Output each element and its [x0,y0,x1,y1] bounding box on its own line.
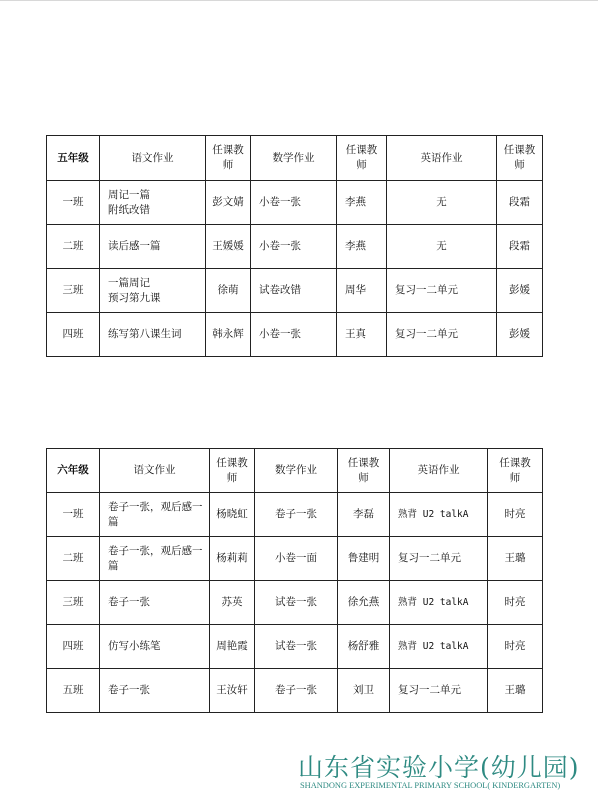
class-name: 一班 [47,181,100,225]
chinese-teacher: 彭文婧 [206,181,251,225]
math-homework: 试卷一张 [255,581,338,625]
english-teacher: 段霜 [497,181,543,225]
chinese-teacher: 周艳霞 [210,625,255,669]
english-teacher: 时亮 [488,581,543,625]
table-header-row [47,136,543,181]
table-row [47,669,543,713]
chinese-homework: 读后感一篇 [100,225,206,269]
chinese-teacher: 王媛媛 [206,225,251,269]
math-homework: 小卷一张 [251,313,337,357]
math-teacher-header: 任课教 师 [338,449,390,493]
table-row [47,269,543,313]
table-row [47,493,543,537]
english-homework: 熟背 U2 talkA [390,625,488,669]
math-teacher: 李燕 [337,181,387,225]
chinese-teacher: 杨晓虹 [210,493,255,537]
chinese-teacher-header: 任课教 师 [210,449,255,493]
chinese-teacher: 王汝轩 [210,669,255,713]
table-row [47,313,543,357]
grade5-homework-table [46,135,543,357]
math-homework: 试卷一张 [255,625,338,669]
english-homework: 复习一二单元 [390,669,488,713]
math-teacher: 杨舒雅 [338,625,390,669]
grade-label: 五年级 [47,136,100,181]
math-teacher-header: 任课教 师 [337,136,387,181]
math-teacher: 徐允燕 [338,581,390,625]
math-teacher: 李磊 [338,493,390,537]
math-homework: 卷子一张 [255,669,338,713]
math-teacher: 鲁建明 [338,537,390,581]
class-name: 三班 [47,581,100,625]
math-teacher: 王真 [337,313,387,357]
chinese-teacher: 杨莉莉 [210,537,255,581]
class-name: 四班 [47,313,100,357]
math-teacher: 周华 [337,269,387,313]
class-name: 二班 [47,537,100,581]
english-teacher: 王璐 [488,669,543,713]
english-homework: 复习一二单元 [390,537,488,581]
math-homework: 卷子一张 [255,493,338,537]
school-name-chinese: 山东省实验小学(幼儿园) [298,753,580,782]
english-homework-header: 英语作业 [390,449,488,493]
class-name: 三班 [47,269,100,313]
chinese-homework-header: 语文作业 [100,449,210,493]
chinese-teacher-header: 任课教 师 [206,136,251,181]
english-homework-header: 英语作业 [387,136,497,181]
math-homework-header: 数学作业 [255,449,338,493]
table-header-row [47,449,543,493]
english-homework: 熟背 U2 talkA [390,581,488,625]
chinese-teacher: 苏英 [210,581,255,625]
english-homework: 无 [387,225,497,269]
chinese-homework: 仿写小练笔 [100,625,210,669]
chinese-homework: 周记一篇 附纸改错 [100,181,206,225]
chinese-homework: 卷子一张 [100,669,210,713]
math-homework: 小卷一张 [251,225,337,269]
chinese-homework: 一篇周记 预习第九课 [100,269,206,313]
english-teacher: 彭媛 [497,313,543,357]
math-homework-header: 数学作业 [251,136,337,181]
class-name: 五班 [47,669,100,713]
chinese-homework: 卷子一张，观后感一篇 [100,537,210,581]
grade-label: 六年级 [47,449,100,493]
class-name: 四班 [47,625,100,669]
english-teacher: 时亮 [488,625,543,669]
english-teacher-header: 任课教 师 [497,136,543,181]
chinese-teacher: 徐萌 [206,269,251,313]
english-teacher: 彭媛 [497,269,543,313]
table-row [47,537,543,581]
page-top-border [0,0,598,1]
english-homework: 无 [387,181,497,225]
chinese-homework: 练写第八课生词 [100,313,206,357]
table-row [47,581,543,625]
english-teacher: 王璐 [488,537,543,581]
english-teacher: 时亮 [488,493,543,537]
english-teacher: 段霜 [497,225,543,269]
math-teacher: 刘卫 [338,669,390,713]
school-name-english: SHANDONG EXPERIMENTAL PRIMARY SCHOOL( KINDERGARTEN) [300,781,561,790]
class-name: 一班 [47,493,100,537]
english-homework: 熟背 U2 talkA [390,493,488,537]
table-row [47,625,543,669]
class-name: 二班 [47,225,100,269]
english-homework: 复习一二单元 [387,269,497,313]
chinese-homework: 卷子一张，观后感一篇 [100,493,210,537]
chinese-teacher: 韩永辉 [206,313,251,357]
math-homework: 小卷一面 [255,537,338,581]
math-teacher: 李燕 [337,225,387,269]
table-row [47,225,543,269]
grade6-homework-table [46,448,543,713]
chinese-homework: 卷子一张 [100,581,210,625]
math-homework: 小卷一张 [251,181,337,225]
english-teacher-header: 任课教 师 [488,449,543,493]
school-watermark-logo [298,748,590,798]
math-homework: 试卷改错 [251,269,337,313]
chinese-homework-header: 语文作业 [100,136,206,181]
table-row [47,181,543,225]
english-homework: 复习一二单元 [387,313,497,357]
